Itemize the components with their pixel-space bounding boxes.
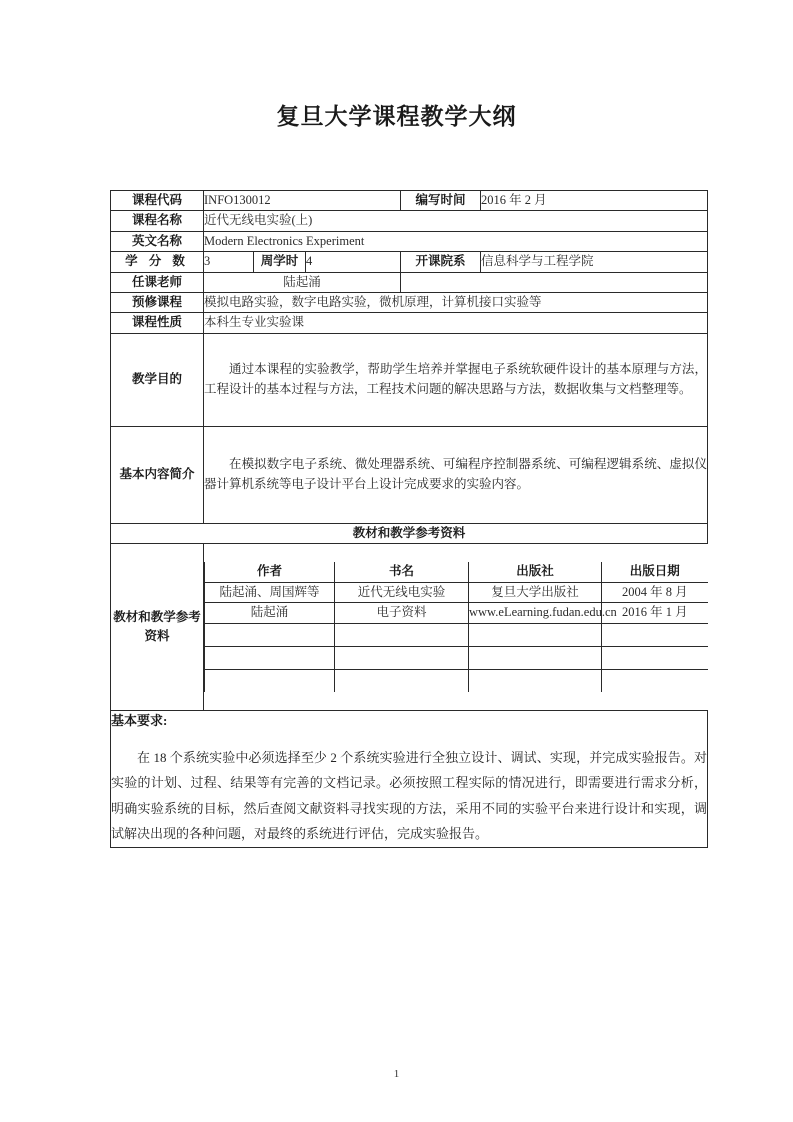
table-row — [205, 582, 708, 602]
requirements-cell — [111, 711, 708, 848]
label-content-summary: 基本内容简介 — [111, 426, 204, 523]
cell-author: 陆起涌 — [205, 603, 335, 623]
label-materials: 教材和教学参考资料 — [111, 544, 204, 711]
value-english-name: Modern Electronics Experiment — [204, 231, 708, 251]
table-row — [205, 646, 708, 669]
label-prerequisites: 预修课程 — [111, 292, 204, 312]
value-objectives: 通过本课程的实验教学，帮助学生培养并掌握电子系统软硬件设计的基本原理与方法，工程设计的基本过程与方法，工程技术问题的解决思路与方法，数据收集与文档整理等。 — [204, 362, 708, 396]
syllabus-table — [110, 190, 708, 848]
objectives-cell — [204, 333, 708, 426]
cell-book-title: 电子资料 — [335, 603, 469, 623]
value-course-nature: 本科生专业实验课 — [204, 313, 708, 333]
value-department: 信息科学与工程学院 — [481, 252, 708, 272]
label-objectives: 教学目的 — [111, 333, 204, 426]
cell-publisher: 复旦大学出版社 — [469, 582, 602, 602]
value-credits: 3 — [204, 252, 254, 272]
table-row-course-code — [111, 191, 708, 211]
materials-subtable-container — [204, 544, 708, 711]
label-course-nature: 课程性质 — [111, 313, 204, 333]
cell-author — [205, 669, 335, 692]
requirements-title: 基本要求: — [111, 713, 168, 728]
table-row-teacher — [111, 272, 708, 292]
column-header-book-title: 书名 — [335, 562, 469, 582]
value-course-code: INFO130012 — [204, 191, 401, 211]
cell-publish-date: 2016 年 1 月 — [602, 603, 708, 623]
content-summary-cell — [204, 426, 708, 523]
value-course-name: 近代无线电实验(上) — [204, 211, 708, 231]
table-row-content-summary — [111, 426, 708, 523]
table-row-objectives — [111, 333, 708, 426]
cell-book-title — [335, 646, 469, 669]
requirements-body: 在 18 个系统实验中必须选择至少 2 个系统实验进行全独立设计、调试、实现，并完成实验报告。对实验的计划、过程、结果等有完善的文档记录。必须按照工程实际的情况进行，即需要进行需求分析，明确实验系统的目标，然后查阅文献资料寻找实现的方法，采用不同的实验平台来进行设计和实现，调试解决出现的各种问题，对最终的系统进行评估，完成实验报告。 — [111, 750, 708, 842]
column-header-author: 作者 — [205, 562, 335, 582]
label-english-name: 英文名称 — [111, 231, 204, 251]
cell-publisher: www.eLearning.fudan.edu.cn — [469, 603, 602, 623]
cell-book-title — [335, 623, 469, 646]
cell-author — [205, 646, 335, 669]
table-row — [205, 603, 708, 623]
column-header-publisher: 出版社 — [469, 562, 602, 582]
table-row-requirements — [111, 711, 708, 848]
value-prerequisites: 模拟电路实验，数字电路实验，微机原理，计算机接口实验等 — [204, 292, 708, 312]
value-compose-time: 2016 年 2 月 — [481, 191, 708, 211]
materials-header-row — [205, 562, 708, 582]
cell-book-title: 近代无线电实验 — [335, 582, 469, 602]
cell-publish-date — [602, 623, 708, 646]
table-row-course-nature — [111, 313, 708, 333]
cell-book-title — [335, 669, 469, 692]
label-weekly-hours: 周学时 — [254, 252, 306, 272]
label-course-code: 课程代码 — [111, 191, 204, 211]
table-row-course-name — [111, 211, 708, 231]
cell-author — [205, 623, 335, 646]
table-row-credits — [111, 252, 708, 272]
materials-table — [204, 562, 708, 691]
table-row-materials-header — [111, 523, 708, 543]
value-content-summary: 在模拟数字电子系统、微处理器系统、可编程序控制器系统、可编程逻辑系统、虚拟仪器计算机系统等电子设计平台上设计完成要求的实验内容。 — [204, 457, 708, 491]
page-title: 复旦大学课程教学大纲 — [276, 104, 517, 129]
table-row-materials — [111, 544, 708, 711]
label-credits: 学 分 数 — [111, 252, 204, 272]
label-course-name: 课程名称 — [111, 211, 204, 231]
label-teacher: 任课老师 — [111, 272, 204, 292]
cell-publish-date — [602, 669, 708, 692]
label-department: 开课院系 — [401, 252, 481, 272]
table-row-prerequisites — [111, 292, 708, 312]
table-row — [205, 669, 708, 692]
value-weekly-hours: 4 — [306, 252, 401, 272]
cell-publisher — [469, 669, 602, 692]
teacher-row-spacer — [401, 272, 708, 292]
cell-publish-date — [602, 646, 708, 669]
cell-author: 陆起涌、周国辉等 — [205, 582, 335, 602]
cell-publisher — [469, 623, 602, 646]
cell-publisher — [469, 646, 602, 669]
materials-section-header: 教材和教学参考资料 — [111, 523, 708, 543]
column-header-publish-date: 出版日期 — [602, 562, 708, 582]
table-row — [205, 623, 708, 646]
label-compose-time: 编写时间 — [401, 191, 481, 211]
page-number: 1 — [393, 1068, 400, 1080]
cell-publish-date: 2004 年 8 月 — [602, 582, 708, 602]
table-row-english-name — [111, 231, 708, 251]
value-teacher: 陆起涌 — [204, 272, 401, 292]
